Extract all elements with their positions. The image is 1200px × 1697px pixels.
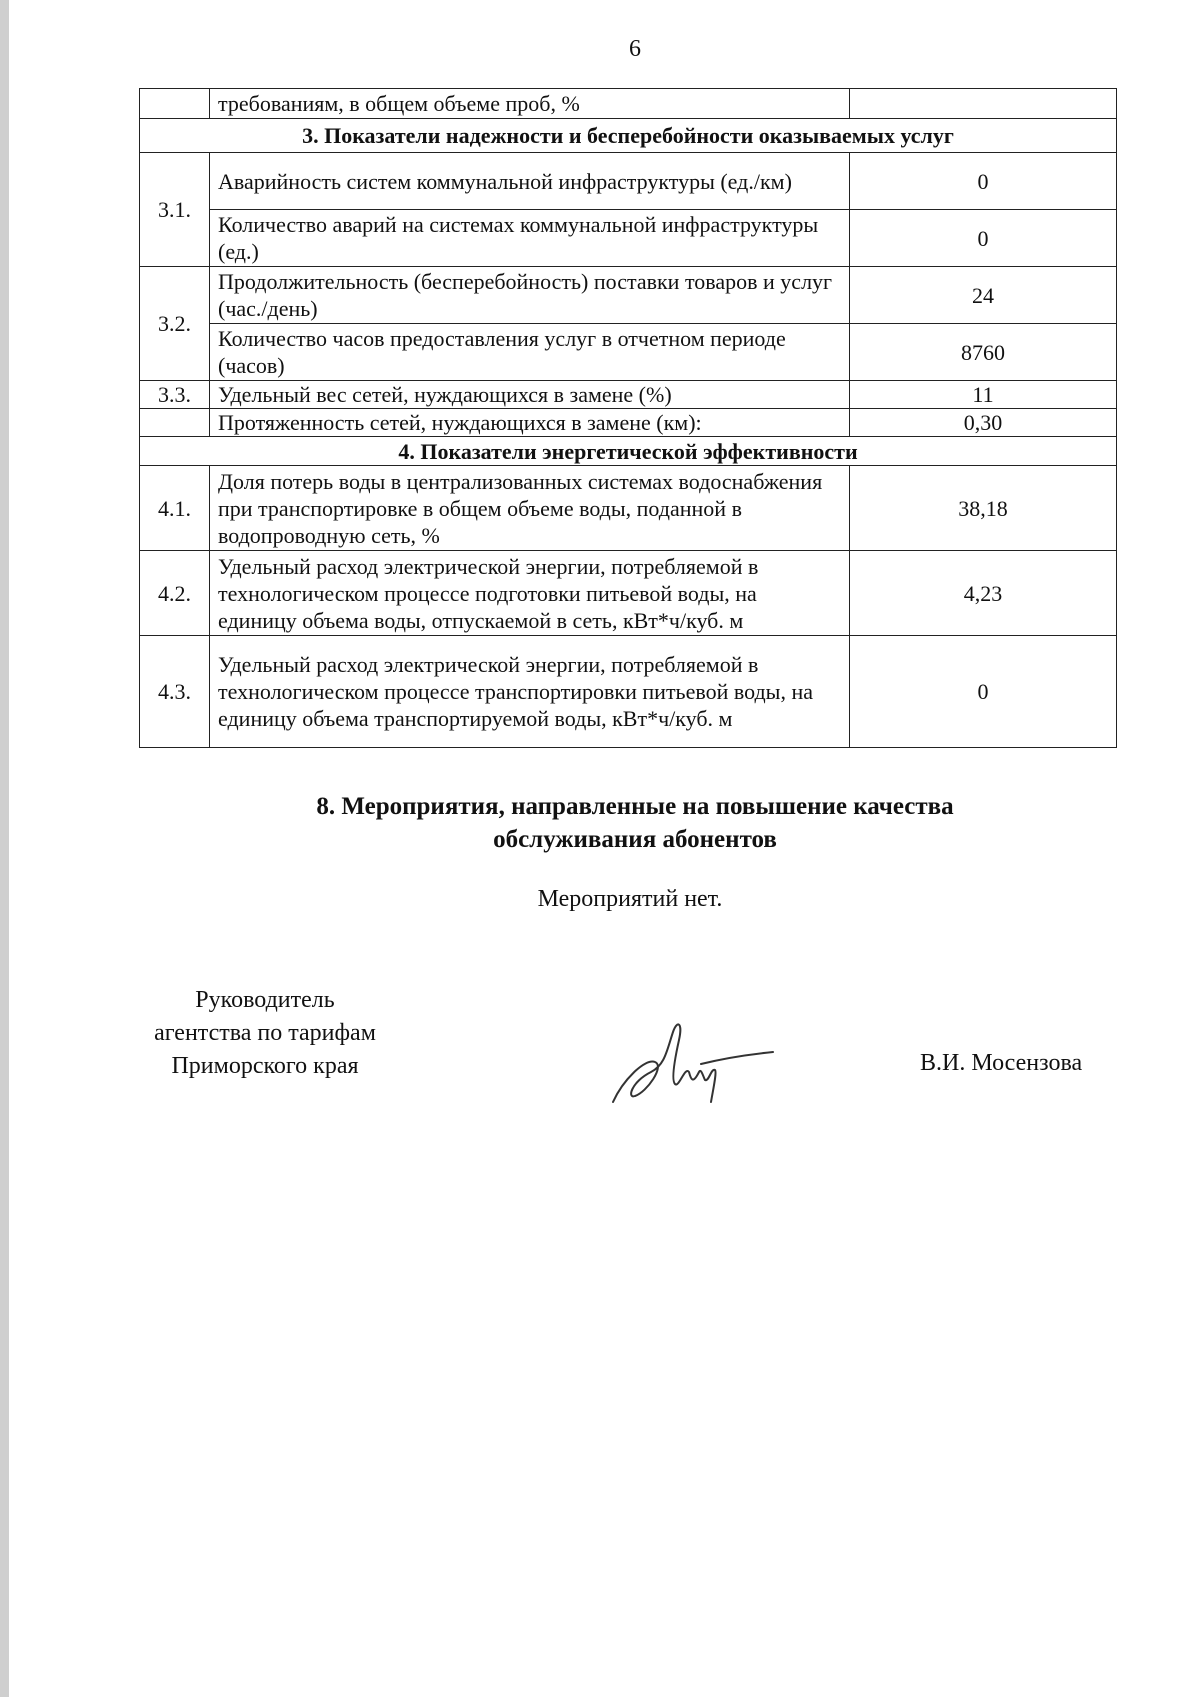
table-row — [140, 267, 1117, 324]
section-8-title-line: обслуживания абонентов — [493, 826, 777, 853]
row-number-empty — [140, 409, 210, 437]
table-row — [140, 636, 1117, 748]
table-row — [140, 551, 1117, 636]
row-number: 3.2. — [140, 267, 210, 381]
table-row — [140, 210, 1117, 267]
row-number: 4.2. — [140, 551, 210, 636]
indicator-value: 0 — [850, 153, 1117, 210]
scan-left-edge — [0, 0, 9, 1697]
indicator-value: 0 — [850, 210, 1117, 267]
indicator-text: Удельный расход электрической энергии, потребляемой в технологическом процессе транспортировки питьевой воды, на единицу объема транспортируемой воды, кВт*ч/куб. м — [210, 636, 850, 748]
indicator-value: 11 — [850, 381, 1117, 409]
indicator-text: Протяженность сетей, нуждающихся в замене (км): — [210, 409, 850, 437]
signer-position-line: агентства по тарифам — [154, 1020, 376, 1046]
signer-position — [130, 984, 400, 1083]
row-number: 3.1. — [140, 153, 210, 267]
indicator-text: Количество аварий на системах коммунальной инфраструктуры (ед.) — [210, 210, 850, 267]
indicators-table — [139, 88, 1117, 748]
signer-name: В.И. Мосензова — [920, 1050, 1083, 1076]
section-header-row — [140, 119, 1117, 153]
indicator-value: 8760 — [850, 324, 1117, 381]
indicator-value: 0,30 — [850, 409, 1117, 437]
table-row — [140, 89, 1117, 119]
indicator-text: Аварийность систем коммунальной инфраструктуры (ед./км) — [210, 153, 850, 210]
table-row — [140, 324, 1117, 381]
indicator-value: 38,18 — [850, 466, 1117, 551]
row-number: 4.1. — [140, 466, 210, 551]
table-row — [140, 409, 1117, 437]
indicator-value — [850, 89, 1117, 119]
indicator-text: Доля потерь воды в централизованных системах водоснабжения при транспортировке в общем объеме воды, поданной в водопроводную сеть, % — [210, 466, 850, 551]
handwritten-signature — [605, 1010, 775, 1110]
indicator-text: Удельный вес сетей, нуждающихся в замене (%) — [210, 381, 850, 409]
indicator-value: 24 — [850, 267, 1117, 324]
indicator-value: 0 — [850, 636, 1117, 748]
indicator-text: требованиям, в общем объеме проб, % — [210, 89, 850, 119]
section-header-row — [140, 437, 1117, 466]
indicator-text: Количество часов предоставления услуг в отчетном периоде (часов) — [210, 324, 850, 381]
signer-position-line: Руководитель — [195, 987, 335, 1013]
indicator-text: Удельный расход электрической энергии, потребляемой в технологическом процессе подготовки питьевой воды, на единицу объема воды, отпускаемой в сеть, кВт*ч/куб. м — [210, 551, 850, 636]
row-number: 4.3. — [140, 636, 210, 748]
indicator-value: 4,23 — [850, 551, 1117, 636]
table-row — [140, 466, 1117, 551]
section-8-title-line: 8. Мероприятия, направленные на повышение качества — [316, 793, 954, 820]
page-number: 6 — [629, 36, 641, 62]
row-number: 3.3. — [140, 381, 210, 409]
table-row — [140, 381, 1117, 409]
indicator-text: Продолжительность (бесперебойность) поставки товаров и услуг (час./день) — [210, 267, 850, 324]
section-8-heading — [200, 790, 1070, 856]
table-row — [140, 153, 1117, 210]
section-8-text: Мероприятий нет. — [537, 886, 723, 912]
section-4-title: 4. Показатели энергетической эффективности — [140, 437, 1117, 466]
row-number — [140, 89, 210, 119]
section-3-title: 3. Показатели надежности и бесперебойности оказываемых услуг — [140, 119, 1117, 153]
signer-position-line: Приморского края — [171, 1053, 359, 1079]
